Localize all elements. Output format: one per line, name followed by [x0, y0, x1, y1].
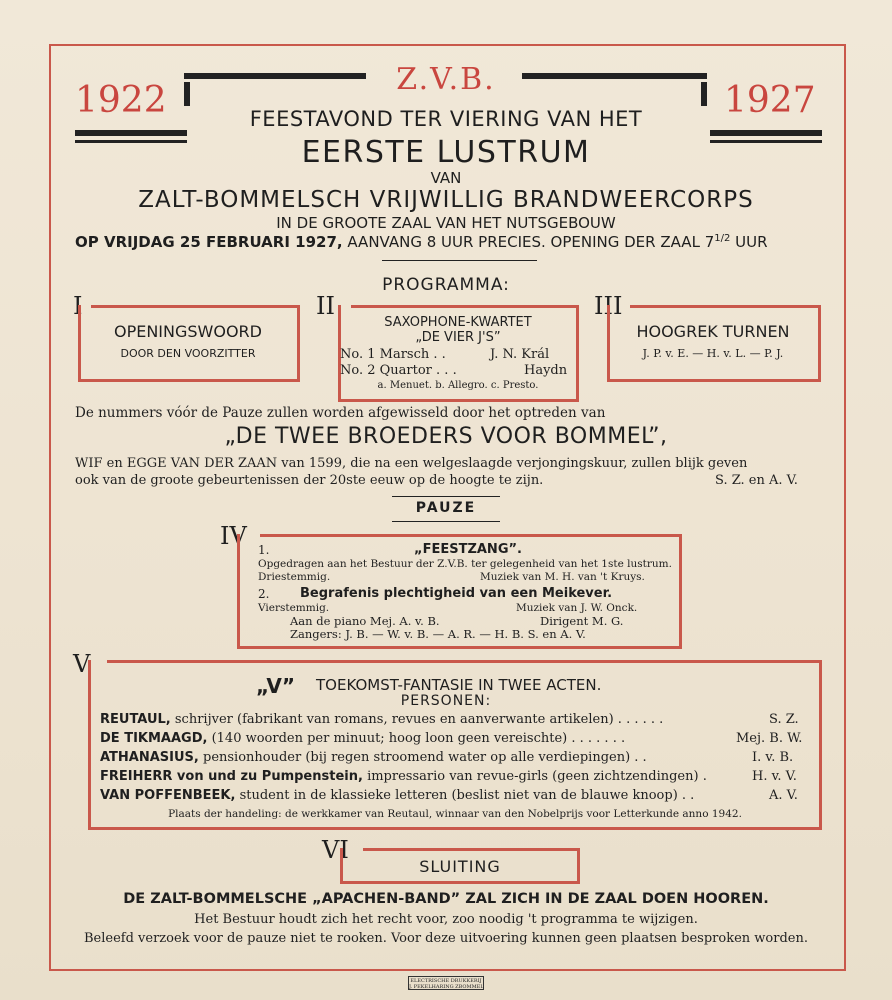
year-right: 1927	[724, 80, 816, 121]
footer-line-3: Beleefd verzoek voor de pauze niet te rooken. Voor deze uitvoering kunnen geen plaatsen besproken worden.	[83, 931, 808, 946]
iv-desc-4a: Aan de piano Mej. A. v. B.	[290, 614, 440, 628]
header-line-4: ZALT-BOMMELSCH VRIJWILLIG BRANDWEERCORPS	[138, 187, 754, 213]
numeral-vi: VI	[322, 836, 349, 864]
v-role-3-name: ATHANASIUS,	[100, 750, 199, 765]
iv-desc-5: Zangers: J. B. — W. v. B. — A. R. — H. B. S. en A. V.	[290, 627, 586, 641]
iv-title-2: Begrafenis plechtigheid van een Meikever.	[300, 586, 613, 601]
item-ii-row1-right: J. N. Král	[490, 347, 550, 362]
v-role-3-actor: I. v. B.	[752, 750, 794, 765]
pauze-big: „DE TWEE BROEDERS VOOR BOMMEL”,	[224, 424, 668, 449]
v-role-2	[100, 731, 625, 746]
item-iii-sub: J. P. v. E. — H. v. L. — P. J.	[642, 347, 784, 360]
pauze-signature: S. Z. en A. V.	[715, 473, 798, 488]
iv-desc-3a: Vierstemmig.	[258, 602, 330, 614]
printer-line-2: J. PEKELHARING ZBOMMEL	[409, 984, 484, 990]
iv-desc-2b: Muziek van M. H. van 't Kruys.	[480, 571, 645, 583]
rule-mid-left	[75, 130, 187, 136]
rule-top-right-drop	[701, 82, 707, 106]
iv-title-1: „FEESTZANG”.	[414, 542, 522, 557]
item-ii-row2-left: No. 2 Quartor . . .	[340, 363, 457, 378]
item-i-top-rule	[91, 305, 300, 308]
item-iii-top-rule	[630, 305, 821, 308]
v-role-2-actor: Mej. B. W.	[736, 731, 803, 746]
header-line-6	[75, 233, 820, 251]
header-line-3: VAN	[430, 169, 462, 187]
numeral-ii: II	[316, 292, 335, 320]
item-i-box	[78, 305, 300, 382]
v-role-1-desc: schrijver (fabrikant van romans, revues en aanverwante artikelen) . . . . . .	[174, 712, 664, 727]
pauze-rule-bottom	[392, 521, 500, 522]
v-role-4	[100, 769, 707, 784]
item-ii-title2: „DE VIER J'S”	[415, 330, 501, 345]
item-v-top-rule	[107, 660, 822, 663]
pauze-label: PAUZE	[415, 500, 477, 516]
item-ii-title: SAXOPHONE-KWARTET	[384, 315, 532, 330]
v-role-3-desc: pensionhouder (bij regen stroomend water op alle verdiepingen) . .	[203, 750, 647, 765]
iv-desc-3b: Muziek van J. W. Onck.	[516, 602, 638, 614]
iv-desc-2a: Driestemmig.	[258, 571, 331, 583]
printer-line-1: ELECTRISCHE DRUKKERIJ	[410, 978, 482, 984]
programma-heading: PROGRAMMA:	[382, 275, 510, 295]
rule-mid-right-thin	[710, 140, 822, 143]
numeral-v: V	[73, 650, 91, 678]
item-ii-row2-right: Haydn	[524, 363, 568, 378]
header-line-5: IN DE GROOTE ZAAL VAN HET NUTSGEBOUW	[276, 214, 616, 232]
pauze-line-1: WIF en EGGE VAN DER ZAAN van 1599, die na een welgeslaagde verjongingskuur, zullen blijk geven	[75, 456, 748, 471]
event-date: OP VRIJDAG 25 FEBRUARI 1927,	[75, 233, 343, 251]
v-title-quote: „V”	[256, 674, 296, 698]
pauze-rule-top	[392, 496, 500, 497]
event-times-end: UUR	[735, 233, 768, 251]
pauze-line-2: ook van de groote gebeurtenissen der 20ste eeuw op de hoogte te zijn.	[75, 473, 544, 488]
iv-num-2: 2.	[258, 587, 270, 601]
rule-mid-left-thin	[75, 140, 187, 143]
item-i-sub: DOOR DEN VOORZITTER	[120, 347, 256, 360]
rule-top-right	[522, 73, 707, 79]
printer-imprint	[408, 976, 484, 990]
event-times: AANVANG 8 UUR PRECIES. OPENING DER ZAAL 7	[347, 233, 715, 251]
iv-desc-1: Opgedragen aan het Bestuur der Z.V.B. ter gelegenheid van het 1ste lustrum.	[258, 558, 672, 570]
footer-line-2: Het Bestuur houdt zich het recht voor, zoo noodig 't programma te wijzigen.	[194, 912, 698, 927]
header-line-2: EERSTE LUSTRUM	[301, 135, 591, 170]
v-role-1-actor: S. Z.	[769, 712, 799, 727]
v-plaats: Plaats der handeling: de werkkamer van Reutaul, winnaar van den Nobelprijs voor Letterkunde anno 1942.	[168, 808, 742, 820]
rule-mid-right	[710, 130, 822, 136]
v-role-4-name: FREIHERR von und zu Pumpenstein,	[100, 769, 363, 784]
v-role-5-name: VAN POFFENBEEK,	[100, 788, 236, 803]
item-iv-top-rule	[260, 534, 682, 537]
opening-fraction: 1/2	[714, 233, 731, 244]
item-iii-box	[607, 305, 821, 382]
v-role-3	[100, 750, 647, 765]
divider	[382, 260, 537, 261]
v-role-1-name: REUTAUL,	[100, 712, 171, 727]
v-role-4-desc: impressario van revue-girls (geen zichtzendingen) .	[367, 769, 707, 784]
zvb-title: Z.V.B.	[396, 62, 496, 97]
item-ii-top-rule	[351, 305, 579, 308]
item-iii-title: HOOGREK TURNEN	[636, 322, 790, 341]
numeral-iii: III	[594, 292, 623, 320]
rule-top-left	[184, 73, 366, 79]
rule-top-left-drop	[184, 82, 190, 106]
numeral-i: I	[73, 292, 83, 320]
year-left: 1922	[75, 80, 167, 121]
item-ii-row1-left: No. 1 Marsch . .	[340, 347, 446, 362]
v-role-5-actor: A. V.	[769, 788, 798, 803]
v-role-5	[100, 788, 694, 803]
iv-num-1: 1.	[258, 543, 270, 557]
item-ii-movements: a. Menuet. b. Allegro. c. Presto.	[377, 380, 539, 391]
item-i-title: OPENINGSWOORD	[113, 322, 262, 341]
v-role-2-desc: (140 woorden per minuut; hoog loon geen vereischte) . . . . . . .	[211, 731, 626, 746]
v-title: TOEKOMST-FANTASIE IN TWEE ACTEN.	[316, 676, 602, 694]
v-role-2-name: DE TIKMAAGD,	[100, 731, 208, 746]
pauze-intro: De nummers vóór de Pauze zullen worden afgewisseld door het optreden van	[75, 405, 606, 421]
iv-desc-4b: Dirigent M. G.	[540, 614, 624, 628]
item-vi-top-rule	[363, 848, 580, 851]
header-line-1: FEESTAVOND TER VIERING VAN HET	[249, 107, 643, 131]
v-role-4-actor: H. v. V.	[752, 769, 797, 784]
vi-title: SLUITING	[419, 857, 501, 876]
footer-line-1: DE ZALT-BOMMELSCHE „APACHEN-BAND” ZAL ZICH IN DE ZAAL DOEN HOOREN.	[123, 891, 769, 907]
v-personen: PERSONEN:	[400, 693, 492, 709]
v-role-1	[100, 712, 663, 727]
v-role-5-desc: student in de klassieke letteren (beslist niet van de blauwe knoop) . .	[239, 788, 695, 803]
numeral-iv: IV	[220, 522, 247, 550]
